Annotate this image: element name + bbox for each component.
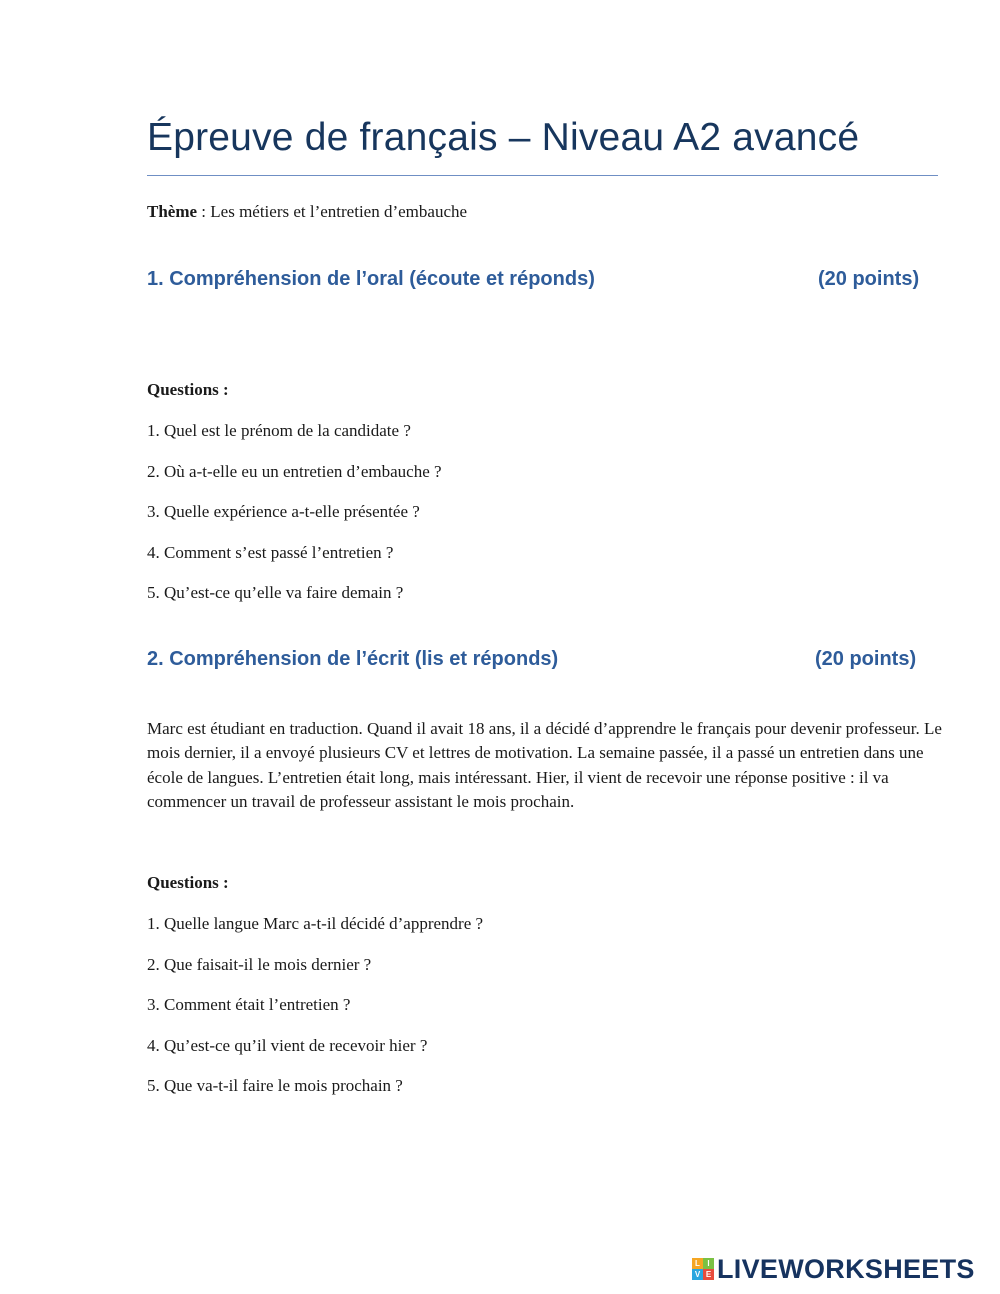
logo-mark-tile: L [692,1258,703,1269]
section1-question-list [147,421,442,624]
section1-heading: 1. Compréhension de l’oral (écoute et réponds) [147,268,595,290]
section1-question: 2. Où a-t-elle eu un entretien d’embauche ? [147,461,442,481]
section2-question-list [147,914,483,1117]
logo-mark-tile: I [703,1258,714,1269]
section1-question: 4. Comment s’est passé l’entretien ? [147,542,394,562]
section2-question: 4. Qu’est-ce qu’il vient de recevoir hier ? [147,1035,428,1055]
liveworksheets-logo-text: LIVEWORKSHEETS [717,1253,975,1284]
section1-question: 3. Quelle expérience a-t-elle présentée ? [147,502,420,522]
section2-question: 5. Que va-t-il faire le mois prochain ? [147,1076,403,1096]
theme-text: : Les métiers et l’entretien d’embauche [197,202,468,221]
section2-points: (20 points) [815,648,917,670]
theme-line [147,202,467,222]
title-divider [147,175,938,176]
section1-question: 1. Quel est le prénom de la candidate ? [147,421,411,440]
page-title: Épreuve de français – Niveau A2 avancé [147,116,860,159]
section2-question: 3. Comment était l’entretien ? [147,995,351,1015]
section1-questions-label: Questions : [147,380,229,399]
theme-label: Thème [147,202,198,221]
logo-mark-tile: E [703,1269,714,1280]
section2-question: 2. Que faisait-il le mois dernier ? [147,954,372,974]
section1-points: (20 points) [818,268,920,290]
reading-passage: Marc est étudiant en traduction. Quand il avait 18 ans, il a décidé d’apprendre le français pour devenir professeur. Le mois dernier, il a envoyé plusieurs CV et lettres de motivation. La semaine passée, il a passé un entretien dans une école de langues. L’entretien était long, mais intéressant. Hier, il vient de recevoir une réponse positive : il va commencer un travail de professeur assistant le mois prochain. [147,719,942,811]
section2-question: 1. Quelle langue Marc a-t-il décidé d’apprendre ? [147,914,484,933]
section2-heading: 2. Compréhension de l’écrit (lis et réponds) [147,648,559,670]
section2-questions-label: Questions : [147,873,229,892]
liveworksheets-logo [692,1253,975,1285]
logo-mark-tile: V [692,1269,703,1280]
liveworksheets-logo-icon [692,1258,714,1280]
section1-question: 5. Qu’est-ce qu’elle va faire demain ? [147,583,404,603]
